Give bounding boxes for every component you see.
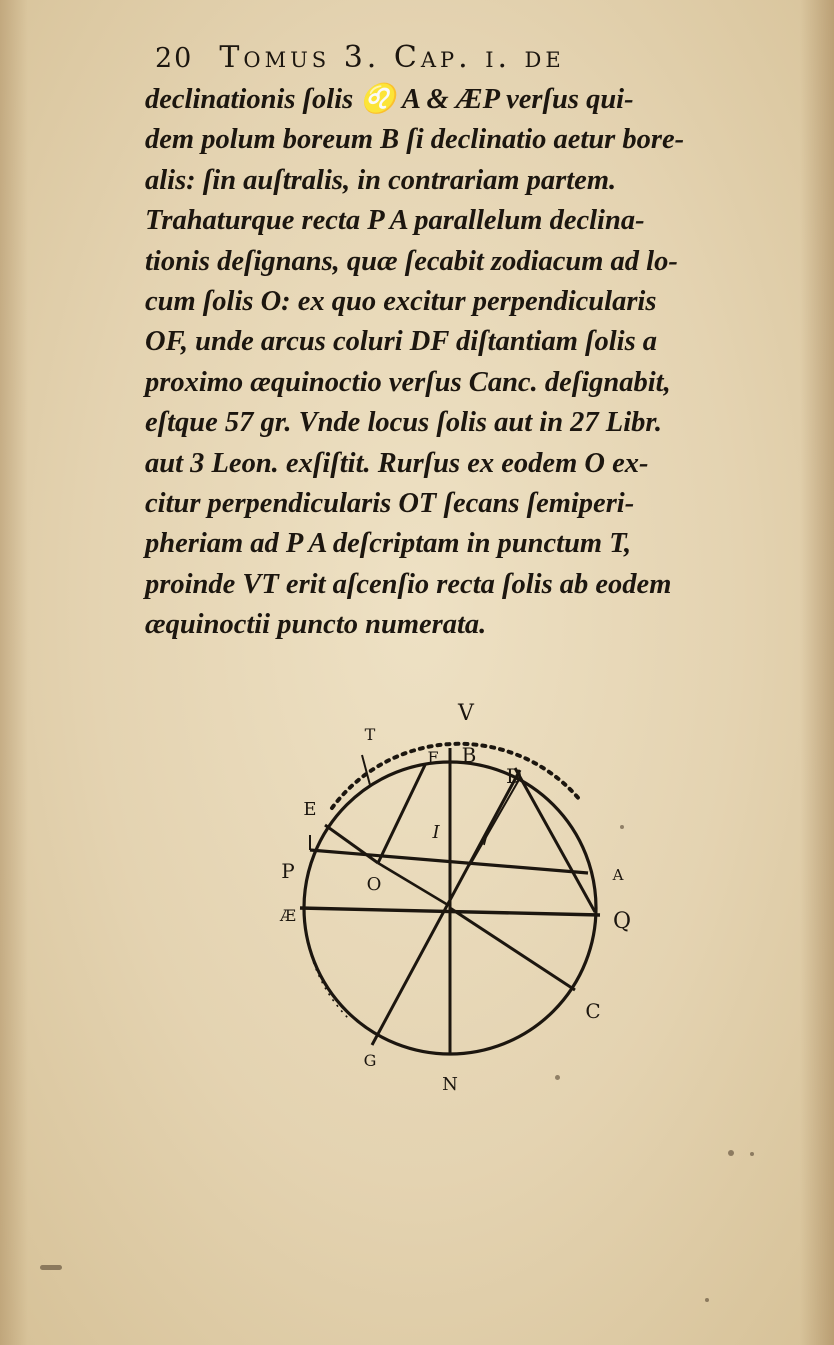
paper-speck: [40, 1265, 62, 1270]
label-ae: Æ: [279, 906, 297, 925]
text-line: dem polum boreum B ſi declinatio aetur bore-: [145, 124, 685, 156]
text-line: declinationis ſolis ♌ A & ÆP verſus qui-: [145, 84, 634, 115]
text-line: proinde VT erit aſcenſio recta ſolis ab eodem: [145, 568, 672, 600]
text-line: OF, unde arcus coluri DF diſtantiam ſolis a: [145, 326, 658, 358]
text-line: Trahaturque recta P A parallelum declina-: [145, 205, 645, 237]
text-line: cum ſolis O: ex quo excitur perpendicularis: [145, 286, 657, 318]
paper-speck: [705, 1298, 709, 1302]
label-g: G: [363, 1051, 377, 1070]
label-a: A: [612, 866, 624, 884]
label-b: B: [461, 743, 477, 767]
o-to-center: [378, 863, 448, 905]
text-line: proximo æquinoctio verſus Canc. deſignabit,: [145, 366, 671, 398]
paper-speck: [728, 1150, 734, 1156]
label-v: V: [458, 701, 474, 726]
e-to-o: [325, 825, 378, 863]
paper-speck: [555, 1075, 560, 1080]
label-n: N: [442, 1074, 458, 1095]
label-t: T: [364, 725, 376, 744]
diagram-svg: [270, 690, 650, 1110]
text-line: citur perpendicularis OT ſecans ſemiperi-: [145, 488, 635, 520]
t-to-o: [362, 755, 370, 785]
inner-diagonal: [470, 778, 520, 865]
dotted-arc: [332, 744, 580, 808]
paper-speck: [620, 825, 624, 829]
line-to-c: [450, 908, 575, 990]
label-q: Q: [612, 909, 632, 934]
page-number: 20: [155, 43, 194, 74]
running-head: [155, 40, 565, 75]
body-text: [145, 80, 795, 646]
text-line: aut 3 Leon. exſiſtit. Rurſus ex eodem O ex-: [145, 447, 649, 479]
label-c: C: [585, 999, 601, 1023]
d-to-a: [515, 768, 595, 912]
text-line: pheriam ad P A deſcriptam in punctum T,: [145, 528, 632, 560]
text-line: alis: ſin auſtralis, in contrariam partem.: [145, 164, 617, 196]
label-p: P: [281, 859, 295, 883]
text-line: tionis deſignans, quæ ſecabit zodiacum ad lo-: [145, 245, 678, 277]
ecliptic-line: [372, 770, 520, 1045]
geometric-diagram: [270, 690, 650, 1110]
running-title: Tomus 3. Cap. i. de: [219, 40, 565, 75]
label-d: D: [505, 764, 523, 788]
label-e: E: [303, 799, 317, 820]
label-o: O: [366, 874, 382, 895]
label-f-top: F: [427, 748, 439, 767]
label-i: I: [432, 822, 440, 843]
o-to-f: [378, 765, 425, 863]
text-line: eſtque 57 gr. Vnde locus ſolis aut in 27 Libr.: [145, 407, 663, 439]
text-line: æquinoctii puncto numerata.: [145, 609, 487, 641]
paper-speck: [750, 1152, 754, 1156]
